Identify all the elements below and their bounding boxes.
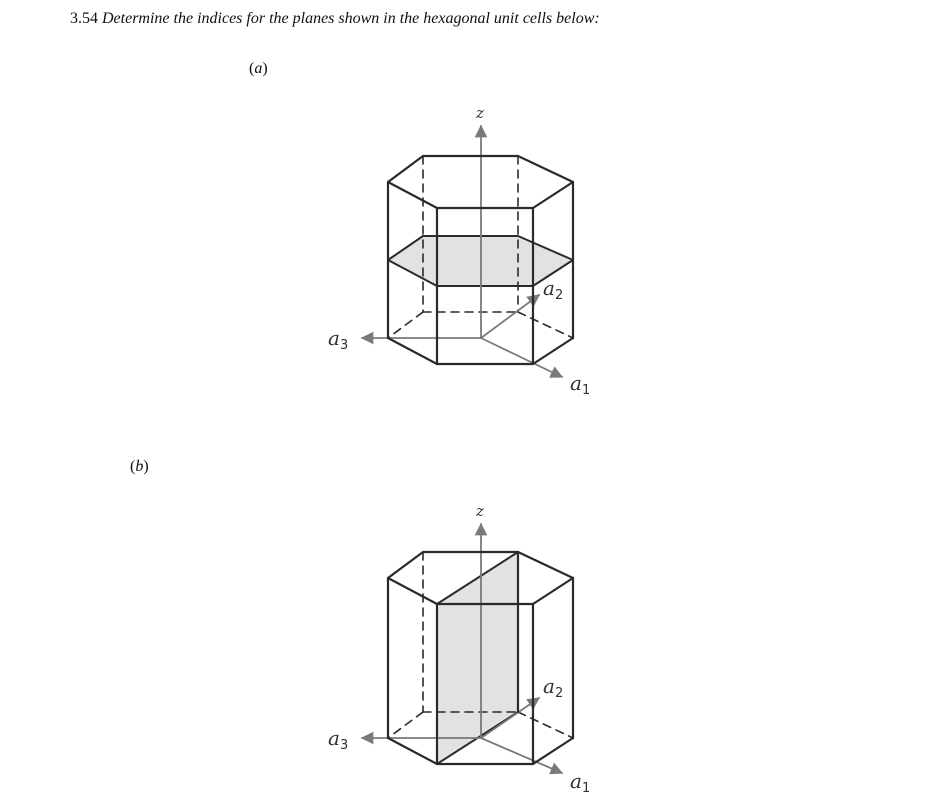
unit-cell-a xyxy=(328,104,590,398)
a2-axis-label-b: $a_2$ xyxy=(543,674,564,701)
shaded-plane-b xyxy=(437,552,518,764)
z-axis-label-a: z xyxy=(476,104,484,122)
a3-axis-label-b: $a_3$ xyxy=(328,726,349,753)
problem-text: Determine the indices for the planes shown in the hexagonal unit cells below: xyxy=(102,10,600,27)
unit-cell-b xyxy=(328,502,590,796)
a1-axis-label-a: $a_1$ xyxy=(570,371,591,398)
a2-axis-a xyxy=(481,295,539,338)
a3-axis-label-a: $a_3$ xyxy=(328,326,349,353)
a1-axis-a xyxy=(481,338,562,377)
part-a-label: (a) xyxy=(249,60,268,77)
a1-axis-b xyxy=(481,738,562,773)
a2-axis-label-a: $a_2$ xyxy=(543,276,564,303)
problem-number: 3.54 xyxy=(70,10,98,27)
z-axis-label-b: z xyxy=(476,502,484,520)
part-b-label: (b) xyxy=(130,458,149,475)
a1-axis-label-b: $a_1$ xyxy=(570,769,591,796)
